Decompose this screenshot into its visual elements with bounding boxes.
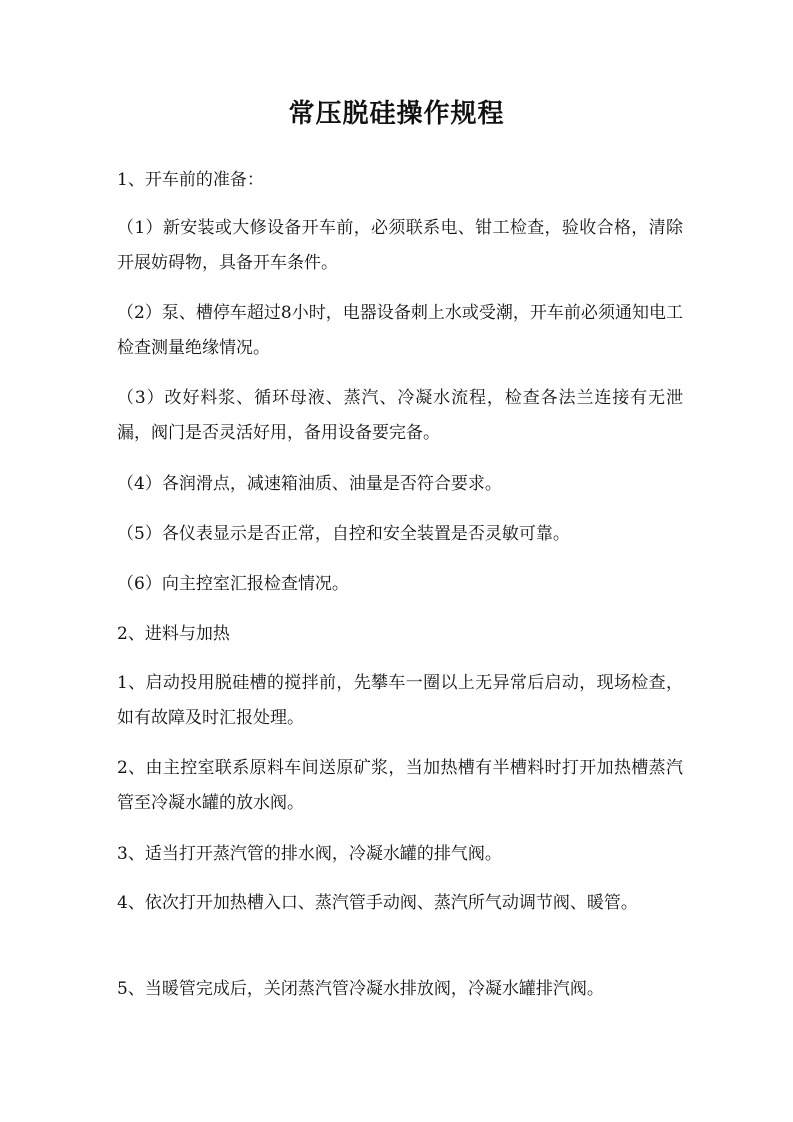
section-heading-preparation: 1、开车前的准备： bbox=[117, 170, 264, 190]
paragraph-step-5: （5）各仪表显示是否正常，自控和安全装置是否灵敏可靠。 bbox=[117, 524, 570, 544]
paragraph-step-1: （1）新安装或大修设备开车前，必须联系电、钳工检查，验收合格，清除开展妨碍物，具备开车条件。 bbox=[117, 218, 683, 273]
paragraph-step-3: （3）改好料浆、循环母液、蒸汽、冷凝水流程，检查各法兰连接有无泄漏，阀门是否灵活好用，备用设备要完备。 bbox=[117, 388, 683, 443]
paragraph-step-2: （2）泵、槽停车超过8小时，电器设备刺上水或受潮，开车前必须通知电工检查测量绝缘情况。 bbox=[117, 303, 683, 358]
paragraph-feed-2: 2、由主控室联系原料车间送原矿浆，当加热槽有半槽料时打开加热槽蒸汽管至冷凝水罐的放水阀。 bbox=[117, 758, 683, 813]
paragraph-step-4: （4）各润滑点，减速箱油质、油量是否符合要求。 bbox=[117, 474, 502, 494]
document-title: 常压脱硅操作规程 bbox=[288, 99, 505, 129]
paragraph-feed-4: 4、依次打开加热槽入口、蒸汽管手动阀、蒸汽所气动调节阀、暖管。 bbox=[117, 893, 638, 913]
section-heading-feeding: 2、进料与加热 bbox=[117, 624, 230, 644]
paragraph-feed-3: 3、适当打开蒸汽管的排水阀，冷凝水罐的排气阀。 bbox=[117, 844, 502, 864]
paragraph-feed-1: 1、启动投用脱硅槽的搅拌前，先攀车一圈以上无异常后启动，现场检查，如有故障及时汇报处理。 bbox=[117, 673, 683, 728]
paragraph-step-6: （6）向主控室汇报检查情况。 bbox=[117, 574, 349, 594]
paragraph-feed-5: 5、当暖管完成后，关闭蒸汽管冷凝水排放阀，冷凝水罐排汽阀。 bbox=[117, 979, 604, 999]
